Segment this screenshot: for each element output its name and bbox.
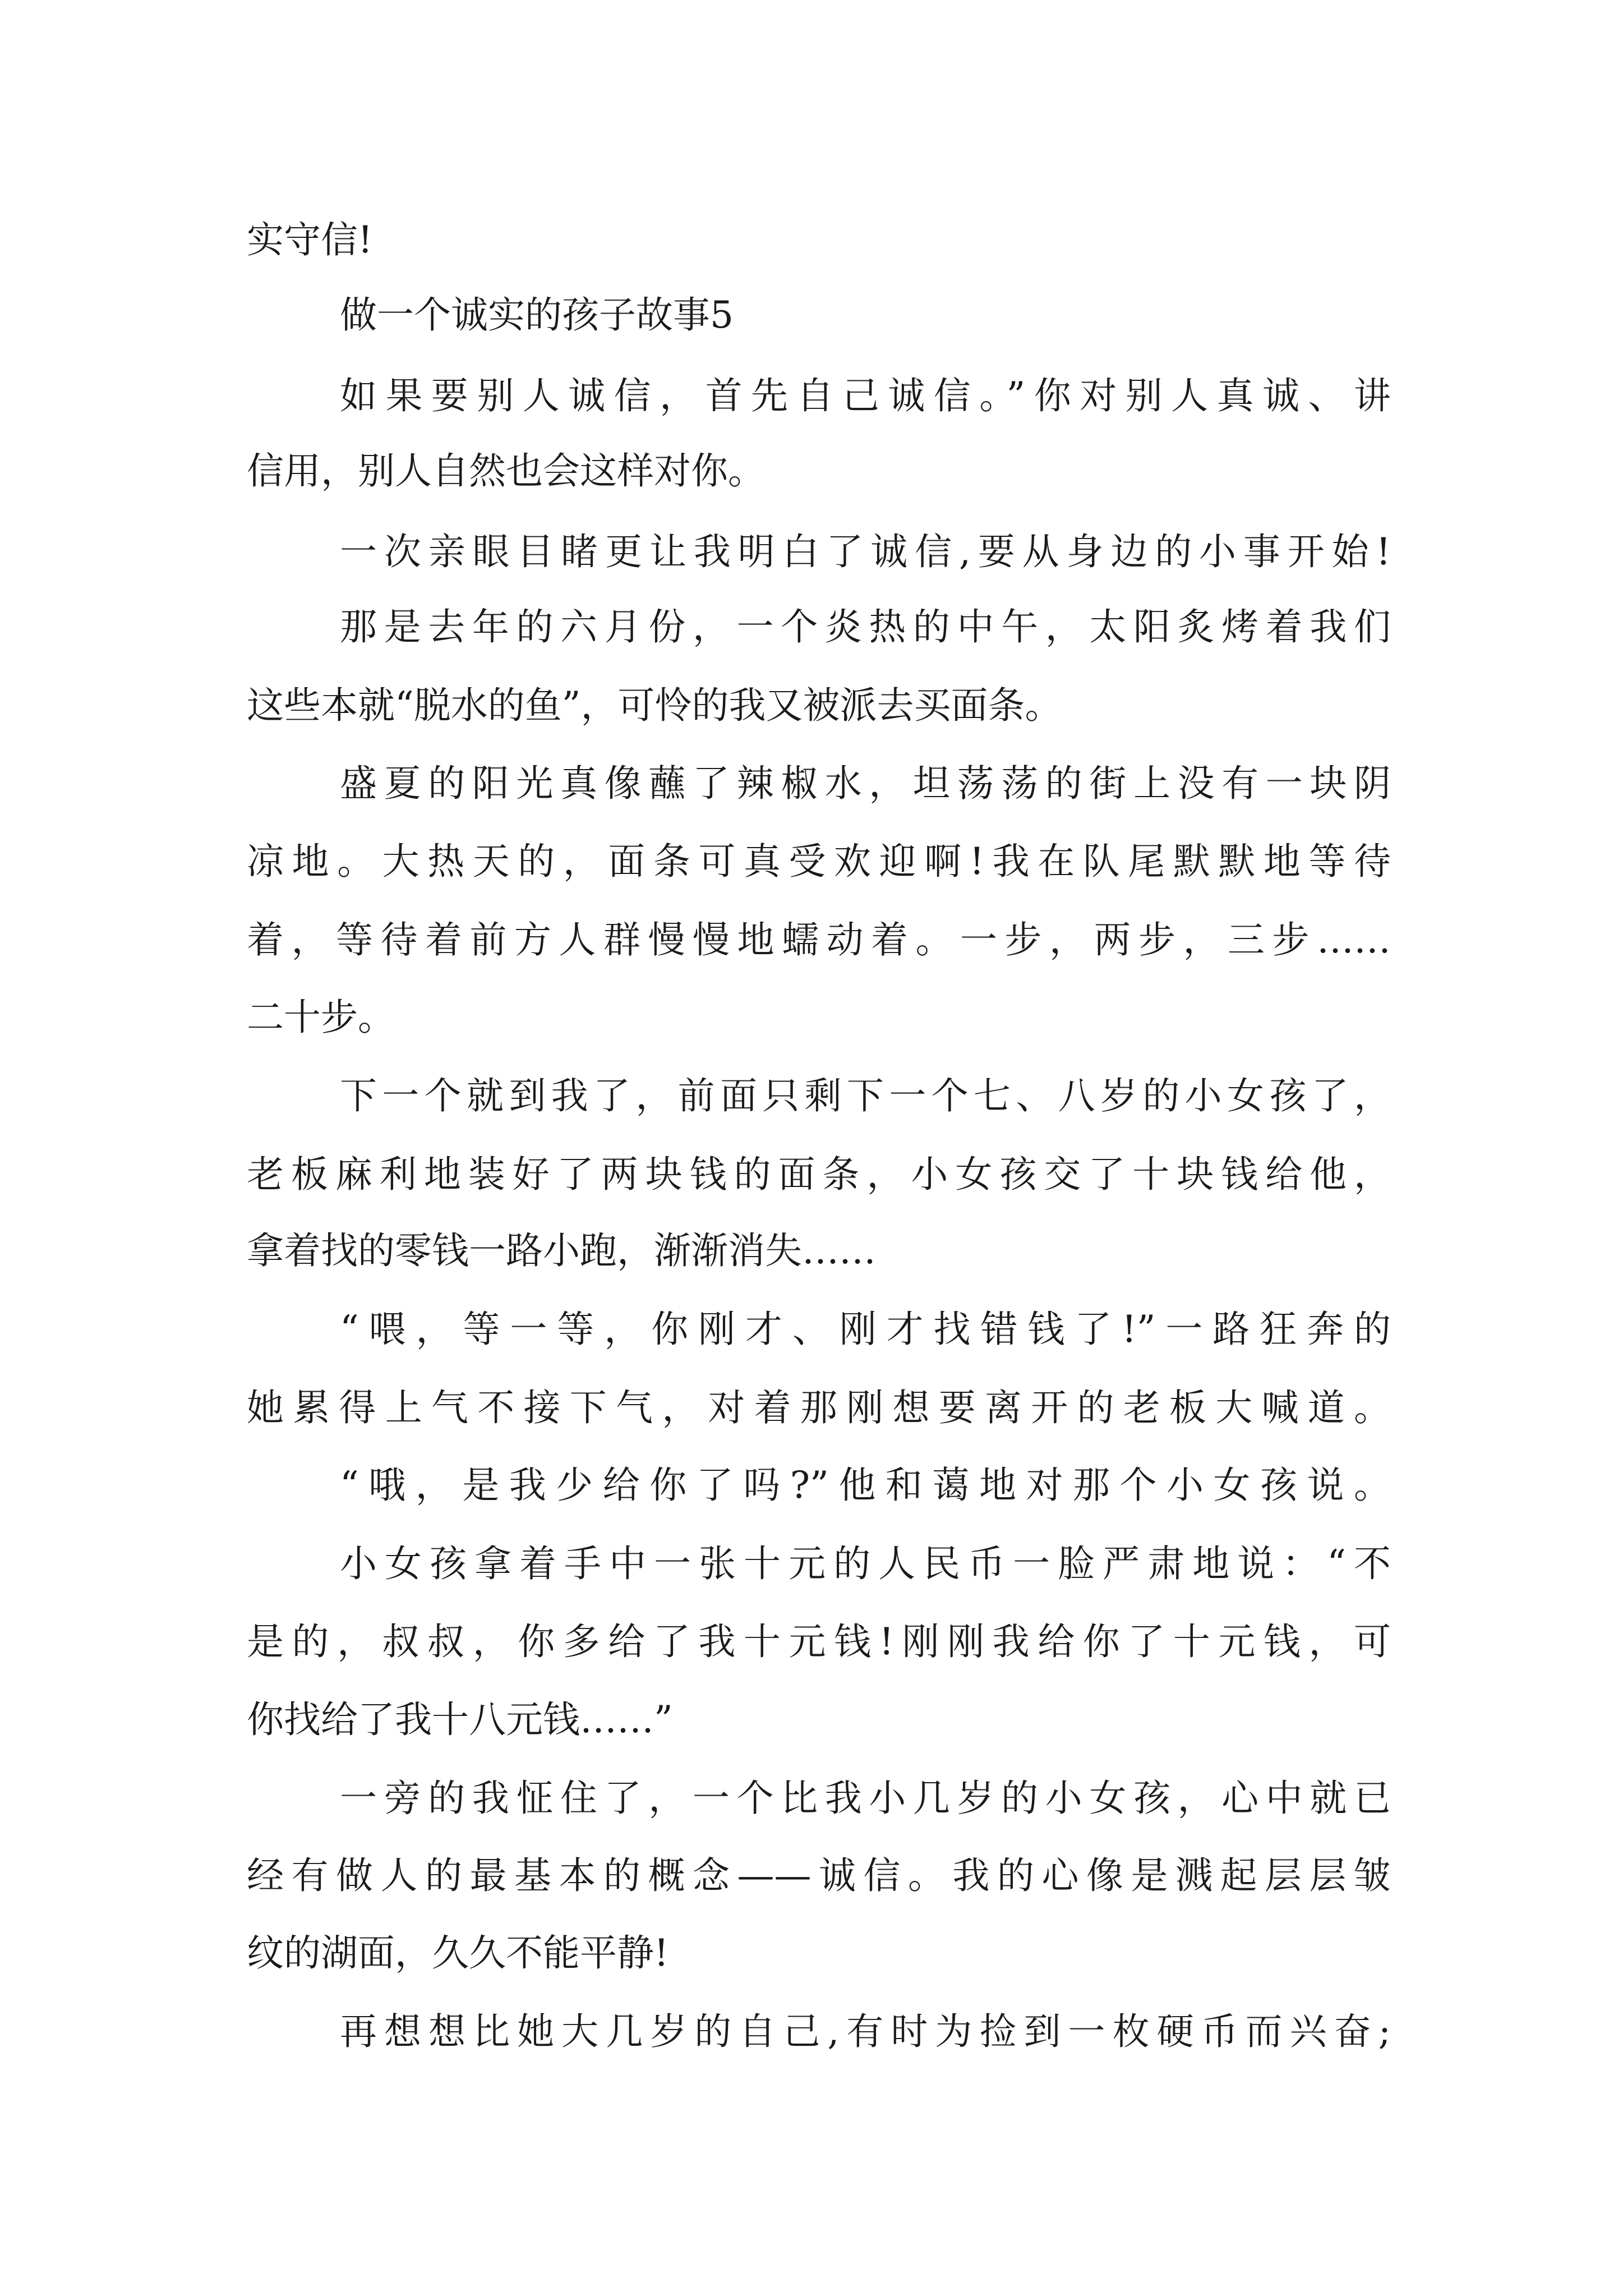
text-line: 纹的湖面，久久不能平静!: [247, 1931, 669, 1975]
text-line: 如果要别人诚信，首先自己诚信。”你对别人真诚、讲: [340, 374, 1391, 417]
text-line: 老板麻利地装好了两块钱的面条，小女孩交了十块钱给他，: [247, 1153, 1391, 1196]
text-line: 凉地。大热天的，面条可真受欢迎啊!我在队尾默默地等待: [247, 840, 1391, 883]
text-line: 着，等待着前方人群慢慢地蠕动着。一步，两步，三步……: [247, 918, 1391, 961]
text-line: 一次亲眼目睹更让我明白了诚信,要从身边的小事开始!: [340, 530, 1391, 573]
text-line: 那是去年的六月份，一个炎热的中午，太阳炙烤着我们: [340, 605, 1391, 648]
text-line: 信用，别人自然也会这样对你。: [247, 449, 765, 493]
text-line: 她累得上气不接下气，对着那刚想要离开的老板大喊道。: [247, 1386, 1391, 1429]
text-line: 一旁的我怔住了，一个比我小几岁的小女孩，心中就已: [340, 1777, 1391, 1820]
text-line: “哦，是我少给你了吗?”他和蔼地对那个小女孩说。: [340, 1464, 1391, 1507]
text-line: 二十步。: [247, 996, 395, 1039]
section-title: 做一个诚实的孩子故事5: [340, 293, 734, 337]
text-line: 再想想比她大几岁的自己,有时为捡到一枚硬币而兴奋;: [340, 2010, 1391, 2053]
text-line: 经有做人的最基本的概念——诚信。我的心像是溅起层层皱: [247, 1854, 1391, 1897]
text-line: 是的，叔叔，你多给了我十元钱!刚刚我给你了十元钱，可: [247, 1620, 1391, 1663]
text-line: “喂，等一等，你刚才、刚才找错钱了!”一路狂奔的: [340, 1308, 1391, 1351]
text-line: 拿着找的零钱一路小跑，渐渐消失……: [247, 1229, 876, 1272]
text-line: 下一个就到我了，前面只剩下一个七、八岁的小女孩了，: [340, 1074, 1391, 1117]
text-line: 这些本就“脱水的鱼”，可怜的我又被派去买面条。: [247, 684, 1062, 727]
text-line: 实守信!: [247, 218, 373, 261]
text-line: 你找给了我十八元钱……”: [247, 1698, 673, 1741]
text-line: 小女孩拿着手中一张十元的人民币一脸严肃地说：“不: [340, 1542, 1391, 1585]
text-line: 盛夏的阳光真像蘸了辣椒水，坦荡荡的街上没有一块阴: [340, 762, 1391, 805]
